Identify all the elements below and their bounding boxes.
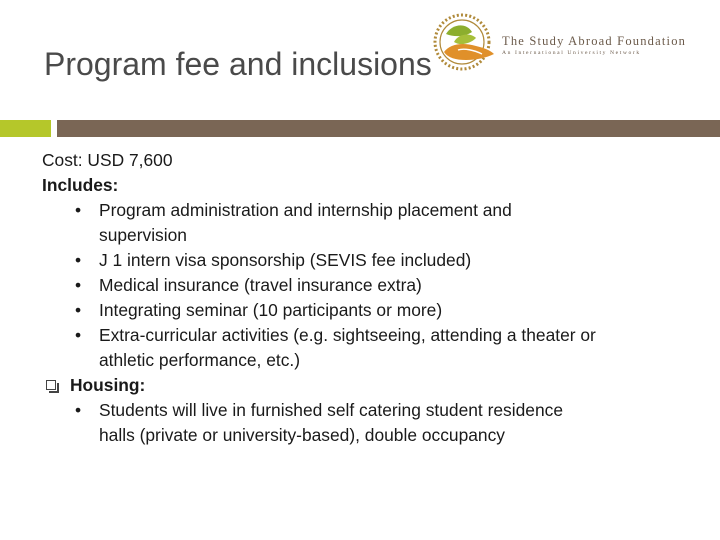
list-item-line: Integrating seminar (10 participants or more) — [99, 300, 443, 320]
includes-heading: Includes: — [42, 175, 119, 195]
list-item — [42, 273, 702, 298]
bullet-icon: • — [75, 325, 82, 345]
cost-line: Cost: USD 7,600 — [42, 150, 173, 170]
housing-section — [42, 373, 702, 398]
bullet-icon: • — [75, 300, 82, 320]
list-item-line: Medical insurance (travel insurance extra) — [99, 275, 422, 295]
list-item-line: supervision — [99, 225, 187, 245]
list-item-line: Students will live in furnished self catering student residence — [99, 400, 564, 420]
list-item-line: J 1 intern visa sponsorship (SEVIS fee included) — [99, 250, 472, 270]
list-item-line: Program administration and internship placement and — [99, 200, 512, 220]
list-item — [42, 198, 702, 248]
slide-title: Program fee and inclusions — [44, 46, 432, 82]
accent-bar-green — [0, 120, 51, 137]
list-item — [42, 398, 702, 448]
logo-text — [502, 34, 686, 58]
housing-heading: Housing: — [70, 375, 146, 395]
list-item-line: Extra-curricular activities (e.g. sightseeing, attending a theater or — [99, 325, 596, 345]
list-item-line: halls (private or university-based), double occupancy — [99, 425, 505, 445]
logo-tagline: An International University Network — [502, 50, 641, 56]
list-item — [42, 323, 702, 373]
slide-body — [42, 148, 702, 448]
logo-name: The Study Abroad Foundation — [502, 34, 687, 48]
list-item — [42, 298, 702, 323]
hands-leaf-emblem-icon — [432, 12, 496, 76]
list-item-line: athletic performance, etc.) — [99, 350, 301, 370]
logo — [432, 12, 714, 72]
accent-bar-brown — [57, 120, 720, 137]
bullet-icon: • — [75, 200, 82, 220]
square-bullet-icon — [46, 380, 56, 390]
list-item — [42, 248, 702, 273]
bullet-icon: • — [75, 275, 82, 295]
bullet-icon: • — [75, 400, 82, 420]
bullet-icon: • — [75, 250, 82, 270]
